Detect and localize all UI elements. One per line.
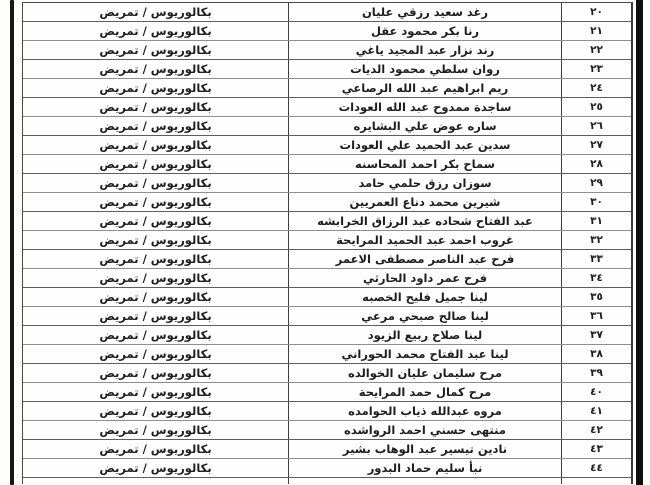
serial-number-cell: ٣٦ <box>561 307 631 325</box>
table-row <box>23 402 631 421</box>
serial-number-cell: ٤١ <box>561 402 631 420</box>
serial-number-cell: ٢٣ <box>561 60 631 78</box>
name-cell: نبأ سليم حماد البدور <box>288 459 561 477</box>
serial-number-cell: ٣٢ <box>561 231 631 249</box>
serial-number-cell: ٤٢ <box>561 421 631 439</box>
qualification-cell: بكالوريوس / تمريض <box>99 347 212 361</box>
table-row <box>23 440 631 459</box>
qualification-cell: بكالوريوس / تمريض <box>99 233 212 247</box>
qualification-cell: بكالوريوس / تمريض <box>99 385 212 399</box>
name-cell: روان سلطي محمود الديات <box>288 60 561 78</box>
roster-table-body <box>23 3 631 478</box>
qualification-cell: بكالوريوس / تمريض <box>99 195 212 209</box>
partial-qualification-cell <box>23 478 288 484</box>
table-row <box>23 269 631 288</box>
table-row <box>23 307 631 326</box>
serial-number-cell: ٢٨ <box>561 155 631 173</box>
table-row <box>23 117 631 136</box>
qualification-cell: بكالوريوس / تمريض <box>99 252 212 266</box>
name-cell: مروه عبدالله ذياب الحوامده <box>288 402 561 420</box>
table-row <box>23 345 631 364</box>
serial-number-cell: ٣٣ <box>561 250 631 268</box>
table-row <box>23 60 631 79</box>
table-row <box>23 98 631 117</box>
name-cell: لينا صالح صبحي مرعي <box>288 307 561 325</box>
qualification-cell: بكالوريوس / تمريض <box>99 157 212 171</box>
name-cell: لينا جميل فليح الخصبه <box>288 288 561 306</box>
serial-number-cell: ٣٧ <box>561 326 631 344</box>
qualification-cell: بكالوريوس / تمريض <box>99 100 212 114</box>
qualification-cell: بكالوريوس / تمريض <box>99 81 212 95</box>
table-row <box>23 22 631 41</box>
qualification-cell: بكالوريوس / تمريض <box>99 119 212 133</box>
name-cell: ساجدة ممدوح عبد الله العودات <box>288 98 561 116</box>
qualification-cell: بكالوريوس / تمريض <box>99 461 212 475</box>
partial-name-cell <box>288 478 561 484</box>
qualification-cell: بكالوريوس / تمريض <box>99 176 212 190</box>
serial-number-cell: ٢٤ <box>561 79 631 97</box>
table-row <box>23 231 631 250</box>
qualification-cell: بكالوريوس / تمريض <box>99 328 212 342</box>
name-cell: لينا عبد الفتاح محمد الحوراني <box>288 345 561 363</box>
table-row <box>23 364 631 383</box>
name-cell: لينا صلاح ربيع الزيود <box>288 326 561 344</box>
serial-number-cell: ٢١ <box>561 22 631 40</box>
serial-number-cell: ٤٤ <box>561 459 631 477</box>
table-row <box>23 155 631 174</box>
serial-number-cell: ٢٦ <box>561 117 631 135</box>
serial-number-cell: ٣٤ <box>561 269 631 287</box>
name-cell: سدين عبد الحميد علي العودات <box>288 136 561 154</box>
serial-number-cell: ٣٩ <box>561 364 631 382</box>
serial-number-cell: ٢٧ <box>561 136 631 154</box>
qualification-cell: بكالوريوس / تمريض <box>99 62 212 76</box>
qualification-cell: بكالوريوس / تمريض <box>99 404 212 418</box>
qualification-cell: بكالوريوس / تمريض <box>99 366 212 380</box>
qualification-cell: بكالوريوس / تمريض <box>99 271 212 285</box>
name-cell: رغد سعيد رزقي عليان <box>288 3 561 21</box>
table-row <box>23 383 631 402</box>
partial-serial-cell <box>561 478 631 484</box>
name-cell: نادين تيسير عبد الوهاب بشير <box>288 440 561 458</box>
name-cell: ريم ابراهيم عبد الله الرصاعي <box>288 79 561 97</box>
qualification-cell: بكالوريوس / تمريض <box>99 309 212 323</box>
serial-number-cell: ٢٥ <box>561 98 631 116</box>
name-cell: فرح عبد الناصر مصطفى الاعمر <box>288 250 561 268</box>
serial-number-cell: ٤٣ <box>561 440 631 458</box>
page-right-border <box>636 0 643 485</box>
qualification-cell: بكالوريوس / تمريض <box>99 24 212 38</box>
name-cell: غروب احمد عبد الحميد المرايحة <box>288 231 561 249</box>
serial-number-cell: ٣٠ <box>561 193 631 211</box>
qualification-cell: بكالوريوس / تمريض <box>99 442 212 456</box>
name-cell: ساره عوض علي البشايره <box>288 117 561 135</box>
name-cell: سماح بكر احمد المحاسنه <box>288 155 561 173</box>
table-row <box>23 136 631 155</box>
serial-number-cell: ٢٩ <box>561 174 631 192</box>
table-row <box>23 421 631 440</box>
serial-number-cell: ٢٢ <box>561 41 631 59</box>
qualification-cell: بكالوريوس / تمريض <box>99 5 212 19</box>
table-row <box>23 41 631 60</box>
qualification-cell: بكالوريوس / تمريض <box>99 290 212 304</box>
name-cell: رند نزار عبد المجيد ياغي <box>288 41 561 59</box>
serial-number-cell: ٤٠ <box>561 383 631 401</box>
table-row <box>23 174 631 193</box>
roster-table <box>22 2 633 484</box>
table-row <box>23 212 631 231</box>
qualification-cell: بكالوريوس / تمريض <box>99 138 212 152</box>
table-row <box>23 326 631 345</box>
qualification-cell: بكالوريوس / تمريض <box>99 43 212 57</box>
name-cell: شيرين محمد دناع العمريين <box>288 193 561 211</box>
table-row <box>23 3 631 22</box>
name-cell: رنا بكر محمود عقل <box>288 22 561 40</box>
name-cell: منتهى حسني احمد الرواشده <box>288 421 561 439</box>
serial-number-cell: ٢٠ <box>561 3 631 21</box>
table-row <box>23 288 631 307</box>
name-cell: مرح كمال حمد المرايحة <box>288 383 561 401</box>
serial-number-cell: ٣٥ <box>561 288 631 306</box>
name-cell: فرح عمر داود الحارثي <box>288 269 561 287</box>
table-row <box>23 79 631 98</box>
table-row <box>23 193 631 212</box>
name-cell: عبد الفتاح شحاده عبد الرزاق الخرابشه <box>288 212 561 230</box>
table-row <box>23 459 631 478</box>
qualification-cell: بكالوريوس / تمريض <box>99 423 212 437</box>
name-cell: مرح سليمان عليان الخوالده <box>288 364 561 382</box>
table-row <box>23 250 631 269</box>
serial-number-cell: ٣٨ <box>561 345 631 363</box>
page-left-border <box>10 0 14 485</box>
partial-next-row <box>23 478 631 484</box>
qualification-cell: بكالوريوس / تمريض <box>99 214 212 228</box>
serial-number-cell: ٣١ <box>561 212 631 230</box>
name-cell: سوزان رزق حلمي حامد <box>288 174 561 192</box>
